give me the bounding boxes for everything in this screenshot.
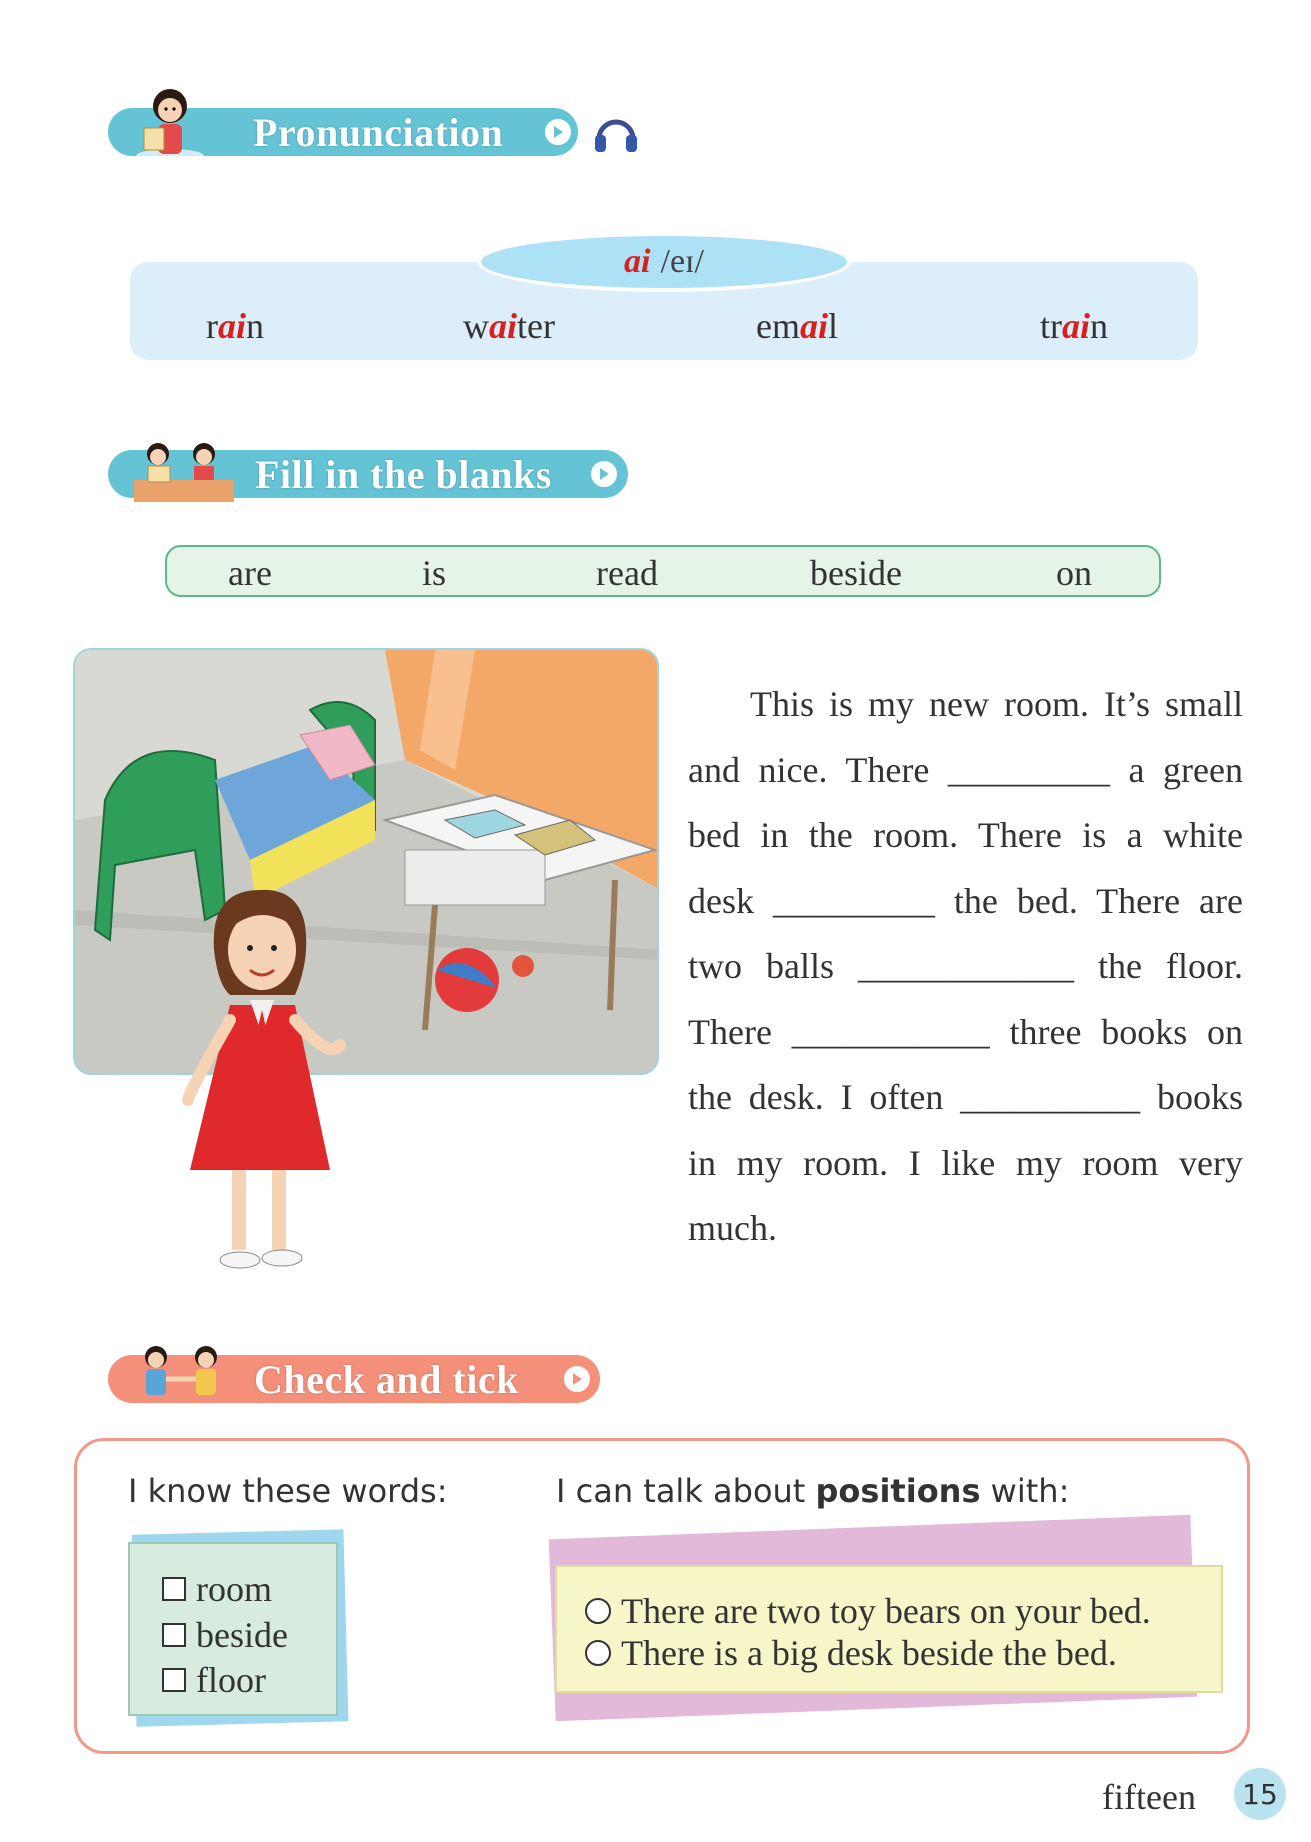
paragraph-line: This is my new room. It’s small	[750, 684, 1243, 724]
check-word: beside	[196, 1615, 288, 1655]
kids-reading-icon	[128, 436, 238, 506]
words-heading: I know these words:	[128, 1472, 448, 1510]
word-bank-item: is	[422, 553, 447, 593]
phoneme-letters: ai	[624, 243, 651, 280]
pronunciation-banner	[108, 108, 578, 156]
paragraph-line: bed in the room. There is a white	[688, 815, 1243, 855]
word-bank-item: read	[596, 553, 658, 593]
section-title: Fill in the blanks	[255, 451, 552, 497]
word-bank-item: are	[228, 553, 272, 593]
girl-illustration	[170, 870, 370, 1290]
pronunciation-word: train	[1040, 306, 1109, 346]
position-sentence: There is a big desk beside the bed.	[621, 1633, 1117, 1673]
check-word: room	[196, 1569, 272, 1609]
page-number-word: fifteen	[1102, 1777, 1196, 1817]
pronunciation-word: rain	[206, 306, 265, 346]
paragraph-line: desk _________ the bed. There are	[688, 880, 1243, 921]
paragraph-line: the desk. I often __________ books	[688, 1077, 1243, 1117]
play-arrow-icon[interactable]	[561, 1363, 593, 1395]
section-title: Check and tick	[254, 1356, 519, 1402]
positions-heading: I can talk about positions with:	[556, 1472, 1070, 1510]
position-sentence: There are two toy bears on your bed.	[621, 1591, 1151, 1631]
word-check-row[interactable]	[162, 1568, 272, 1610]
fill-blanks-banner	[108, 450, 628, 498]
radio-circle[interactable]	[585, 1598, 611, 1624]
check-tick-banner	[108, 1355, 600, 1403]
word-check-row[interactable]	[162, 1659, 266, 1701]
word-bank-item: beside	[810, 553, 902, 593]
pronunciation-word: email	[756, 306, 839, 346]
checkbox[interactable]	[162, 1623, 186, 1647]
girl-reading-icon	[130, 84, 210, 164]
position-sentence-row[interactable]	[585, 1632, 1117, 1674]
page-number-badge: 15	[1234, 1768, 1286, 1820]
pronunciation-word: waiter	[463, 306, 555, 346]
phoneme-symbol: /eɪ/	[660, 243, 704, 280]
fill-in-paragraph	[688, 672, 1243, 1262]
paragraph-line: There ___________ three books on	[688, 1011, 1243, 1052]
word-bank	[165, 545, 1161, 597]
paragraph-line: in my room. I like my room very	[688, 1142, 1243, 1183]
headphones-icon[interactable]	[593, 111, 639, 153]
check-word: floor	[196, 1660, 266, 1700]
word-check-row[interactable]	[162, 1614, 288, 1656]
kids-waving-icon	[124, 1339, 239, 1409]
section-title: Pronunciation	[253, 109, 504, 155]
paragraph-line: and nice. There _________ a green	[688, 749, 1243, 790]
checkbox[interactable]	[162, 1577, 186, 1601]
paragraph-line: two balls ____________ the floor.	[688, 946, 1243, 986]
phoneme-label	[477, 232, 851, 292]
play-arrow-icon[interactable]	[542, 116, 574, 148]
play-arrow-icon[interactable]	[588, 458, 620, 490]
checkbox[interactable]	[162, 1668, 186, 1692]
radio-circle[interactable]	[585, 1640, 611, 1666]
paragraph-line: much.	[688, 1208, 777, 1248]
word-bank-item: on	[1056, 553, 1092, 593]
position-sentence-row[interactable]	[585, 1590, 1151, 1632]
